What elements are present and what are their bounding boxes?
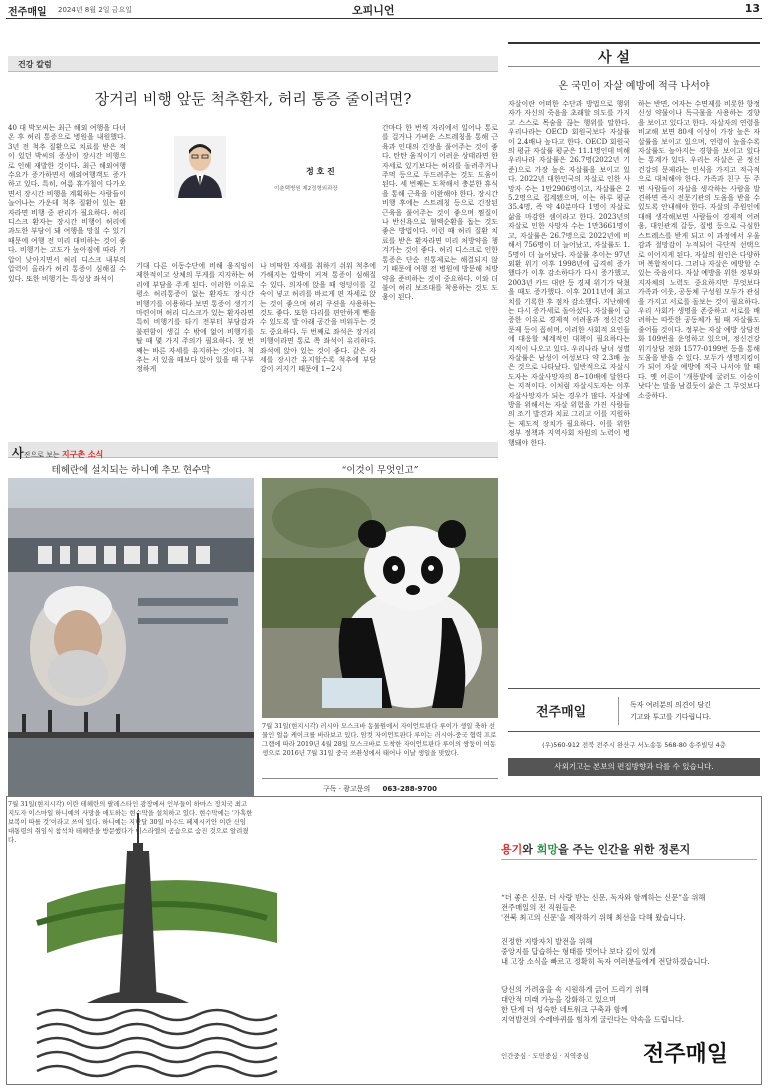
column-category: 건강 칼럼 [18, 60, 52, 69]
ad-headline-rule [501, 859, 757, 860]
ad-paragraph-3 [501, 985, 684, 1025]
ad-para1-line1: “더 좋은 신문, 더 사랑 받는 신문, 독자와 함께하는 신문”을 위해 [501, 893, 706, 902]
column-body-col2: 기대 다른 이동수단에 비해 움직임이 제한적이고 상체의 무게를 지지하는 허리에 부담을 주게 된다. 이러한 이유로 평소 허리통증이 없는 환자도 장시간 비행기를 이용하다 보면 통증이 생기기 마련이며 허리 디스크가 있는 환자라면 특히 비행기를 타기 전부터 부담감과 불편함이 생길 수 밖에 없어 비행기를 탈 때 몇 가지 주의가 필요하다. 첫 번째는 바른 자세를 유지하는 것이다. 척추는 서 있을 때보다 앉아 있을 때 구부정하게 [136, 262, 254, 374]
ad-paragraph-2 [501, 937, 710, 967]
photo2-title: “이것이 무엇인고” [341, 465, 419, 476]
ad-para3-line2: 대안적 미래 가능을 강화하고 있으며 [501, 995, 617, 1004]
column-body-col4: 간마다 한 번씩 자리에서 일어나 통로를 걸거나 가벼운 스트레칭을 통해 근육과 인대의 긴장을 풀어주는 것이 좋다. 탄탄 움직이기 어려운 상태라면 한 자세로 있기보다는 허리를 돌려주거나 주먹 등으로 두드려주는 것도 도움이 된다. 세 번째는 도착해서 충분한 휴식을 통해 근육을 이완해야 한다. 장시간 비행 후에는 스트레칭 등으로 긴장된 근육을 풀어주는 것이 좋으며 찜질이나 반신욕으로 혈액순환을 돕는 것도 좋은 방법이다. 이런 때 허리 질환 치료를 받은 환자라면 미리 처방약을 챙겨가는 것이 좋다. 허리 디스크로 인한 통증은 단순 진통제로는 해결되지 않기 때문에 여행 전 병원에 방문해 처방약을 준비하는 것이 중요하다. 이와 더불어 허리 보조대를 착용하는 것도 도움이 된다. [382, 124, 498, 302]
lighthouse-illustration-icon [17, 803, 287, 1081]
ad-headline [501, 841, 690, 857]
photo1-title: 테헤란에 설치되는 하니예 추모 현수막 [51, 465, 211, 476]
photo-section-label [12, 442, 103, 461]
editorial-heading: 사 설 [598, 50, 630, 66]
author-photo [174, 136, 226, 198]
masthead-rule [6, 18, 762, 19]
photo1-caption: 7월 31일(현지시각) 이란 테헤란의 팔레스타인 광장에서 인부들이 하마스 정치국 최고 지도자 이스마일 하니예의 사망을 애도하는 현수막을 설치하고 있다. 현수막에는 '가혹한 보복이 따를 것'이라고 쓰여 있다. 하니예는 지난달 30일 마수드 페제시키안 이란 신임 대통령의 취임식 참석차 테헤란을 방문했다가 이스라엘의 공습으로 숨진 것으로 알려졌다. [8, 800, 253, 844]
subscription-phone: 063-288-9700 [382, 785, 437, 793]
photo1-image [8, 478, 254, 796]
page-number: 13 [744, 2, 760, 15]
column-headline: 장거리 비행 앞둔 척추환자, 허리 통증 줄이려면? [94, 90, 412, 108]
ad-para1-line3: '전북 최고의 신문'을 제작하기 위해 최선을 다해 왔습니다. [501, 913, 686, 922]
subscription-label: 구독 · 광고문의 [322, 785, 371, 793]
info-box-address: (우)560-912 전북 전주시 완산구 서노송동 568-80 송주빌딩 4층 [542, 741, 726, 749]
ad-headline-courage: 용기 [501, 843, 523, 856]
editorial-heading-box [508, 42, 760, 64]
editorial-body-col1: 자살이란 어떠한 수단과 방법으로 행위자가 자신의 죽음을 초래할 의도를 가지고 스스로 목숨을 끊는 행위를 말한다. 우리나라는 OECD 회원국보다 자살률이 2.4배나 높다고 한다. OECD 회원국의 평균 자살률 평균은 11.1명인데 비해 우리나라 자살률은 26.7명(2022년 기준)으로 가장 높은 자살률을 보이고 있다. 2022년 대한민국의 자살로 인한 사망자 수는 1만2906명이고, 자살률은 25.2명으로 집계됐으며, 이는 하루 평균 35.4명, 즉 약 40분마다 1명이 자살로 삶을 마감한 셈이라고 한다. 2023년의 자살로 인한 사망자 수는 1만3661명이고, 자살률은 26.7명으로 2022년에 비해서 756명이 더 늘어났고, 자살률도 1.5명이 더 늘어났다. 자살률 추이는 97년 외환 위기 이후 1998년에 급격히 증가했다가 이후 감소하다가 다시 증가했고, 2003년 카드 대란 등 경제 위기가 닥쳤을 때도 증가했다. 이후 2011년에 최고치를 기록한 후 점차 감소했다. 지난해에는 다시 증가세로 돌아섰다. 자살률이 급증한 이유로 경제적 어려움과 정신건강 문제 등이 꼽히며, 이러한 사회적 요인들에 대응할 체계적인 대책이 필요하다는 지적이 나오고 있다. 우리나라 남녀 성별 자살률은 남성이 여성보다 약 2.3배 높은 것으로 나타났다. 일반적으로 자살시도자는 자살사망자의 8~10배에 달한다는 지적이다. 이처럼 자살시도자는 이후 자살사망자가 되는 경우가 많다. 자살예방을 위해서는 자살 위험을 가진 사람들의 조기 발견과 치료 그리고 이를 지원하는 제도적 장치가 필요하다. 이를 위한 정부 정책과 지역사회 차원의 노력이 병행돼야 한다. [508, 100, 630, 447]
author-portrait-icon [174, 136, 226, 198]
ad-illustration [17, 803, 287, 1081]
ad-headline-rest: 을 주는 인간을 위한 정론지 [558, 843, 691, 856]
ad-box [6, 796, 762, 1085]
photo-section-header [8, 442, 498, 458]
info-box-paper: 전주매일 [536, 705, 587, 720]
column-category-bar [8, 56, 498, 72]
masthead-date: 2024년 8월 2일 금요일 [58, 6, 132, 14]
masthead-paper-name: 전주매일 [8, 7, 47, 18]
ad-para2-line3: 내 고장 소식을 빠르고 정확히 독자 여러분들에게 전달하겠습니다. [501, 957, 710, 966]
author-title: 이춘택병원 제2정형외과장 [274, 186, 338, 192]
info-box [508, 688, 760, 732]
info-box-divider [618, 697, 619, 725]
ad-para3-line4: 지역발전의 수레바퀴를 힘차게 굴린다는 약속을 드립니다. [501, 1015, 685, 1024]
ad-headline-and: 와 [522, 843, 537, 856]
editorial-rule [508, 66, 760, 67]
info-box-line2: 기고와 투고를 기다립니다. [630, 713, 712, 721]
ad-headline-hope: 희망 [536, 843, 558, 856]
masthead [0, 0, 768, 18]
editorial-headline: 온 국민이 자살 예방에 적극 나서야 [558, 81, 710, 92]
ad-para3-line3: 한 단계 더 성숙한 네트워크 구축과 함께 [501, 1005, 628, 1014]
ad-logo: 전주매일 [643, 1042, 729, 1067]
notice-bar: 사외기고는 본보의 편집방향과 다를 수 있습니다. [508, 758, 760, 776]
ad-paragraph-1 [501, 893, 705, 923]
column-body-col3: 나 비딱한 자세를 취하기 쉬워 척추에 가해지는 압박이 커져 통증이 심해질 수 있다. 의자에 앉을 때 엉덩이를 깊숙이 넣고 허리를 바르게 편 자세로 앉는 것이 좋으며 허리 쿠션을 사용하는 것도 좋다. 또한 다리를 편안하게 뻗을 수 있도록 발 아래 공간을 비워두는 것도 중요하다. 두 번째로 좌석은 장거리 비행이라면 통로 쪽 좌석이 유리하다. 좌석에 앉아 있는 것이 좋다. 같은 자세를 장시간 유지할수록 척추에 부담감이 커지기 때문에 1~2시 [260, 262, 376, 374]
author-box [136, 124, 376, 262]
photo-section-label-accent: 지구촌 소식 [61, 450, 104, 459]
editorial-body-col2: 하는 반면, 여자는 수면제를 비롯한 향정신성 약물이나 독극물을 사용하는 경향을 보이고 있다고 한다. 자살자의 연령을 비교해 보면 80세 이상이 가장 높은 자살률을 보이고 있으며, 연령이 높을수록 자살률도 높아지는 경향을 보이고 있다는 통계가 있다. 우리는 자살은 곧 정신 건강의 문제라는 인식을 가지고 적극적으로 대처해야 한다. 가족과 친구 등 주변 사람들이 자살을 생각하는 사람을 발견하면 즉시 전문기관의 도움을 받을 수 있도록 안내해야 한다. 자살의 주원인에 대해 생각해보면 사람들이 경제적 어려움, 대인관계 갈등, 질병 등으로 극심한 스트레스를 받게 되고 이 과정에서 우울감과 절망감이 누적되어 극단적 선택으로 이어지게 된다. 자살의 원인은 다양하며 복합적이다. 그러나 자살은 예방할 수 있는 죽음이다. 자살 예방을 위한 정부와 지자체의 노력도 중요하지만 무엇보다 가족과 이웃, 공동체 구성원 모두가 관심을 가지고 서로를 돌보는 것이 필요하다. 우리 사회가 생명을 존중하고 서로를 배려하는 따뜻한 공동체가 될 때 자살률도 줄어들 것이다. 정부는 자살 예방 상담전화 109번을 운영하고 있으며, 정신건강 위기상담 전화 1577-0199번 등을 통해 도움을 받을 수 있다. 모두가 생명지킴이가 되어 자살 예방에 적극 나서야 할 때다. 옛 어른이 '개똥밭에 굴러도 이승이 낫다'는 말을 남겼듯이 삶은 그 무엇보다 소중하다. [638, 100, 760, 400]
photo-section-label-big: 사 [12, 446, 24, 460]
ad-para2-line1: 진정한 지방자치 발전을 위해 [501, 937, 593, 946]
column-body-col1: 40 대 박모씨는 최근 해외 여행을 다녀온 후 허리 통증으로 병원을 내원했다. 3년 전 척추 질환으로 치료를 받은 적이 있던 박씨의 증상이 장시간 비행으로 인해 재발한 것이다. 최근 해외여행 수요가 증가하면서 해외여행객도 증가하고 있다. 특히, 여름 휴가철이 다가오면서 장시간 비행을 계획하는 사람들이 늘어나는 가운데 척추 질환이 있는 환자라면 비행 중 관리가 필요하다. 허리 디스크 환자는 장시간 비행이 허리에 과도한 부담이 돼 여행을 망칠 수 있기 때문에 여행 전 미리 대비하는 것이 좋다. 비행기는 고도가 높아짐에 따라 기압이 낮아지면서 허리 디스크 내부의 압력이 올라가 허리 통증이 심해질 수 있다. 또한 비행기는 특성상 좌석이 [8, 124, 126, 283]
panda-photo-icon [262, 478, 498, 718]
info-box-line1: 독자 여러분의 의견이 담긴 [630, 701, 712, 709]
banner-photo-icon [8, 478, 254, 796]
ad-para1-line2: 전주매일의 전 직원들은 [501, 903, 577, 912]
author-name: 정 호 진 [306, 166, 335, 176]
photo2-image [262, 478, 498, 718]
subscription-rule [262, 778, 498, 779]
photo2-caption: 7월 31일(현지시각) 러시아 모스크바 동물원에서 자이언트판다 루이가 생일 축하 선물인 얼음 케이크를 바라보고 있다. 암컷 자이언트판다 루이는 러시아-중국 협력 프로그램에 따라 2019년 4월 28일 모스크바로 도착한 자이언트판다 루이의 쌍둥이 여동생으로 2016년 7월 31일 중국 쓰촨성에서 태어나 이날 생일을 맞았다. [262, 722, 497, 757]
masthead-section: 오피니언 [352, 4, 395, 17]
ad-slogan: 인간중심 · 도민중심 · 지역중심 [501, 1052, 589, 1060]
subscription-info [262, 784, 498, 794]
ad-para2-line2: 중앙지를 답습하는 형태를 벗어나 보다 깊이 있게 [501, 947, 656, 956]
photo-section-label-rest: 진으로 보는 [23, 451, 62, 459]
ad-para3-line1: 당신의 가려움을 속 시원하게 긁어 드리기 위해 [501, 985, 649, 994]
